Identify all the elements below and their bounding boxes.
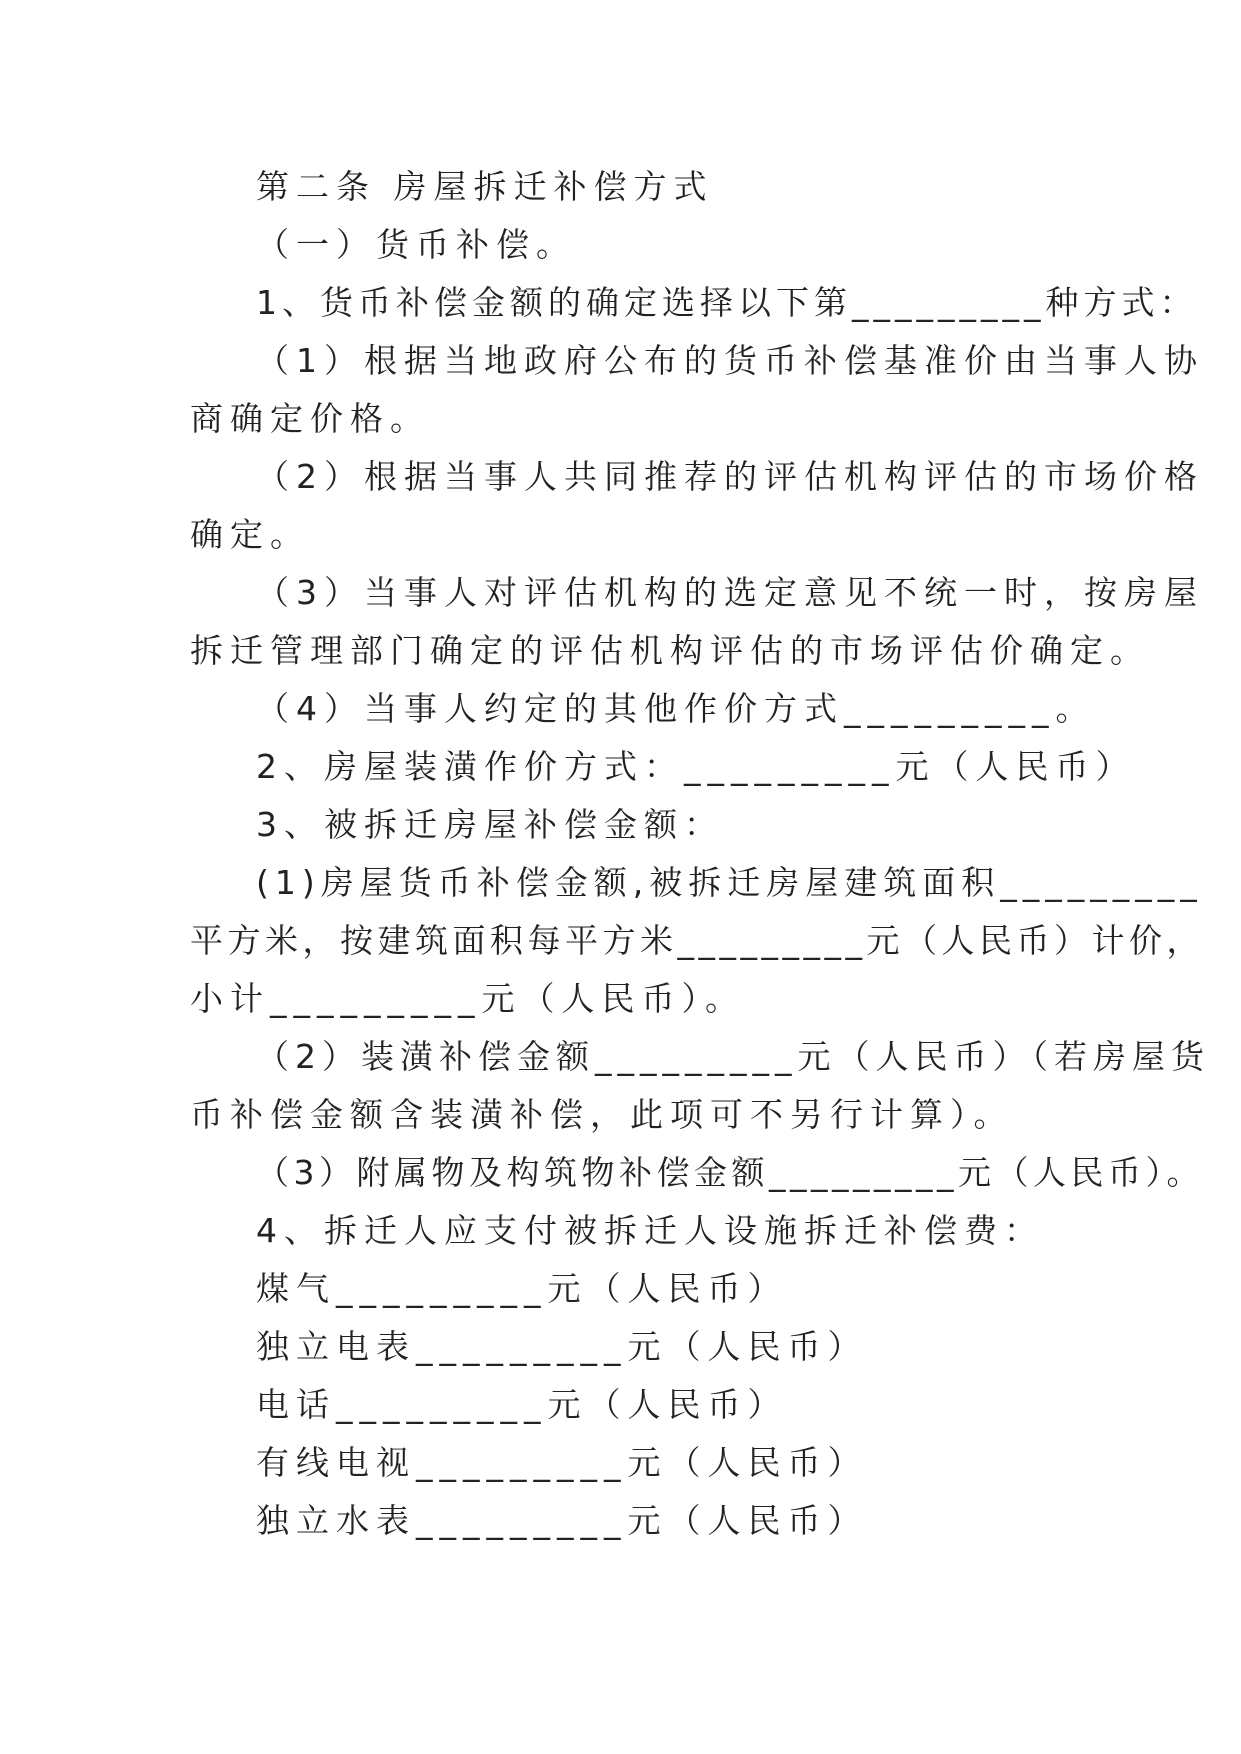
paragraph-line: 4、拆迁人应支付被拆迁人设施拆迁补偿费： [256, 1211, 1044, 1250]
paragraph-line: （3）当事人对评估机构的选定意见不统一时，按房屋 [256, 573, 1204, 612]
fee-line: 独立水表_________元（人民币） [256, 1501, 868, 1540]
paragraph-line: （4）当事人约定的其他作价方式_________。 [256, 689, 1096, 728]
paragraph-line: （3）附属物及构筑物补偿金额_________元（人民币）。 [256, 1153, 1204, 1192]
paragraph-line: 拆迁管理部门确定的评估机构评估的市场评估价确定。 [190, 631, 1150, 670]
paragraph-line: （2）根据当事人共同推荐的评估机构评估的市场价格 [256, 457, 1204, 496]
paragraph-line: (1)房屋货币补偿金额,被拆迁房屋建筑面积_________ [256, 863, 1203, 902]
paragraph-line: 商确定价格。 [190, 399, 430, 438]
paragraph-line: 3、被拆迁房屋补偿金额： [256, 805, 724, 844]
paragraph-line: （2）装潢补偿金额_________元（人民币）（若房屋货 [256, 1037, 1210, 1076]
fee-line: 独立电表_________元（人民币） [256, 1327, 868, 1366]
paragraph-line: 币补偿金额含装潢补偿，此项可不另行计算）。 [190, 1095, 1014, 1134]
paragraph-line: 小计_________元（人民币）。 [190, 979, 745, 1018]
section-heading: （一）货币补偿。 [256, 225, 576, 264]
article-heading: 第二条 房屋拆迁补偿方式 [256, 167, 714, 206]
paragraph-line: 确定。 [190, 515, 310, 554]
paragraph-line: （1）根据当地政府公布的货币补偿基准价由当事人协 [256, 341, 1204, 380]
paragraph-line: 平方米，按建筑面积每平方米_________元（人民币）计价， [190, 921, 1204, 960]
paragraph-line: 1、货币补偿金额的确定选择以下第_________种方式： [256, 283, 1198, 322]
fee-line: 电话_________元（人民币） [256, 1385, 788, 1424]
fee-line: 有线电视_________元（人民币） [256, 1443, 868, 1482]
fee-line: 煤气_________元（人民币） [256, 1269, 788, 1308]
paragraph-line: 2、房屋装潢作价方式：_________元（人民币） [256, 747, 1136, 786]
